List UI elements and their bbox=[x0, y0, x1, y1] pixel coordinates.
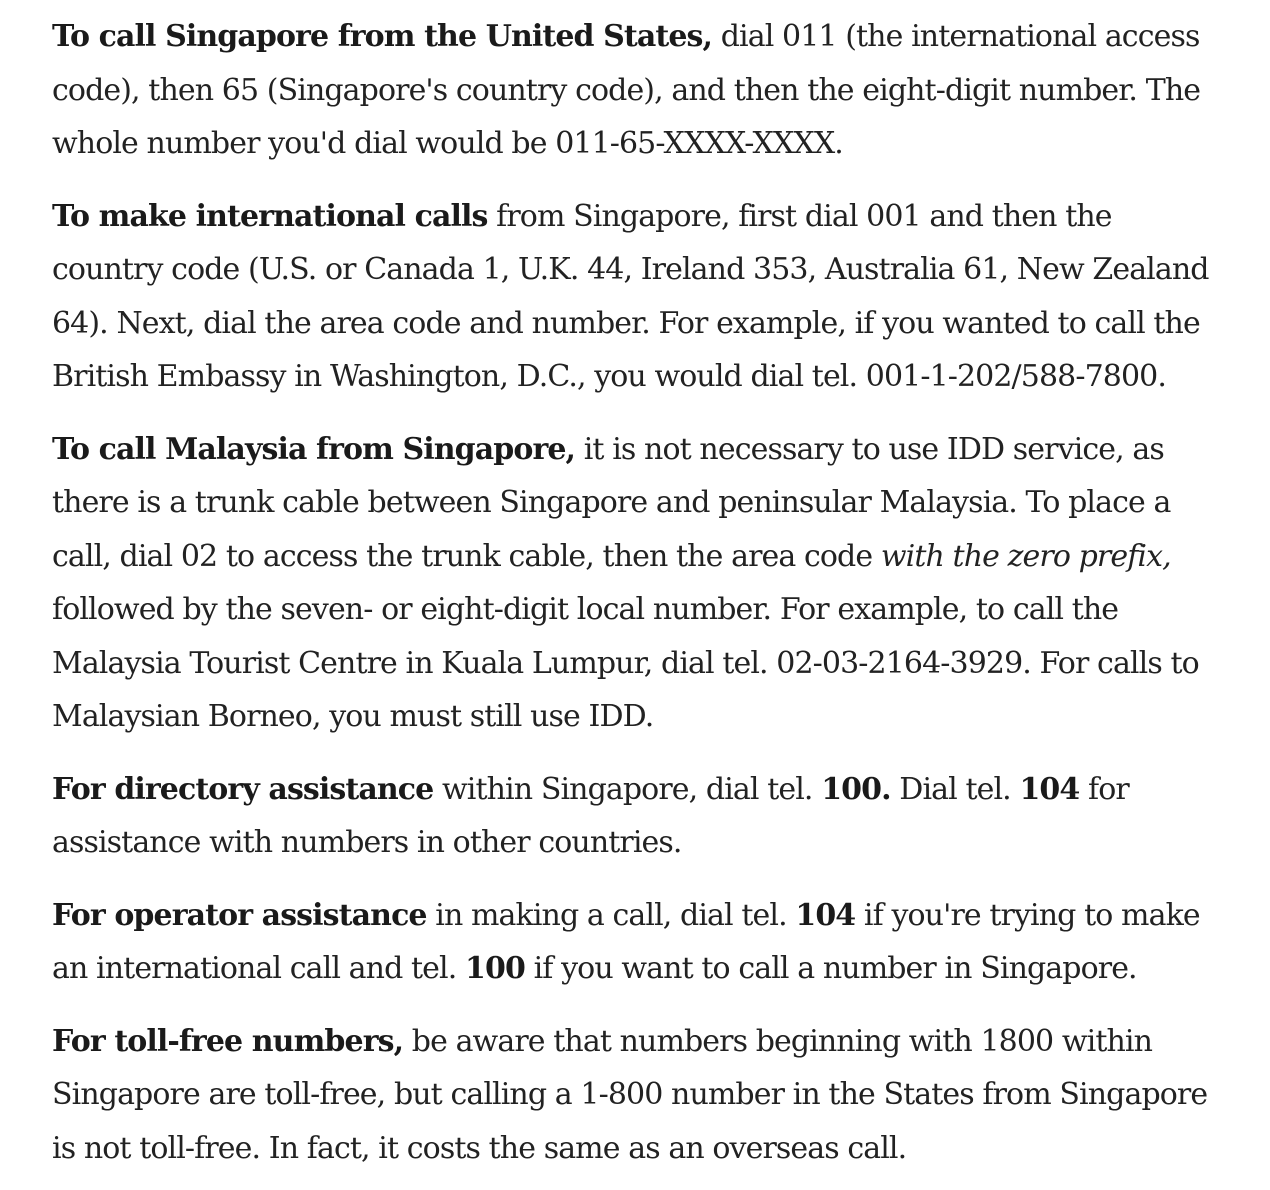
paragraph-text: within Singapore, dial tel. bbox=[433, 771, 822, 807]
paragraph-text: if you're trying to make an international call and tel. bbox=[52, 897, 1200, 986]
lead-in-heading: For directory assistance bbox=[52, 771, 434, 807]
phone-number-highlight: 100. bbox=[821, 771, 891, 807]
paragraph-call-malaysia bbox=[52, 423, 1220, 744]
paragraph-text: in making a call, dial tel. bbox=[426, 897, 796, 933]
paragraph-operator-assistance bbox=[52, 889, 1220, 996]
lead-in-heading: To call Singapore from the United States, bbox=[52, 19, 713, 54]
paragraph-directory-assistance bbox=[52, 763, 1220, 870]
paragraph-text: Dial tel. bbox=[890, 771, 1020, 807]
phone-number-highlight: 100 bbox=[465, 951, 525, 986]
lead-in-heading: For toll-free numbers, bbox=[52, 1023, 404, 1059]
emphasized-text: with the zero prefix, bbox=[880, 538, 1171, 574]
phone-number-highlight: 104 bbox=[1019, 771, 1080, 807]
phone-number-highlight: 104 bbox=[795, 897, 856, 933]
paragraph-text: if you want to call a number in Singapore. bbox=[524, 951, 1137, 986]
lead-in-heading: For operator assistance bbox=[52, 897, 427, 933]
paragraph-international-calls bbox=[52, 190, 1220, 404]
paragraph-text: followed by the seven- or eight-digit local number. For example, to call the Malaysia Tourist Centre in Kuala Lumpur, dial tel. 02-03-2164-3929. For calls to Malaysian Borneo, you must still use IDD. bbox=[52, 592, 1199, 734]
lead-in-heading: To make international calls bbox=[52, 198, 488, 234]
paragraph-text: for assistance with numbers in other countries. bbox=[52, 771, 1129, 860]
paragraph-call-singapore-from-us bbox=[52, 10, 1220, 171]
paragraph-text: be aware that numbers beginning with 1800 within Singapore are toll-free, but calling a 1-800 number in the States from Singapore is not toll-free. In fact, it costs the same as an overseas call. bbox=[52, 1023, 1208, 1166]
lead-in-heading: To call Malaysia from Singapore, bbox=[52, 431, 576, 467]
paragraph-text: dial 011 (the international access code), then 65 (Singapore's country code), and then the eight-digit number. The whole number you'd dial would be 011-65-XXXX-XXXX. bbox=[52, 19, 1201, 161]
paragraph-toll-free-numbers bbox=[52, 1015, 1220, 1176]
paragraph-text: from Singapore, first dial 001 and then the country code (U.S. or Canada 1, U.K. 44, Ireland 353, Australia 61, New Zealand 64). Next, dial the area code and number. For example, if you wanted to call the British Embassy in Washington, D.C., you would dial tel. 001-1-202/588-7800. bbox=[52, 198, 1209, 394]
paragraph-text: it is not necessary to use IDD service, as there is a trunk cable between Singapore and peninsular Malaysia. To place a call, dial 02 to access the trunk cable, then the area code bbox=[52, 431, 1171, 574]
